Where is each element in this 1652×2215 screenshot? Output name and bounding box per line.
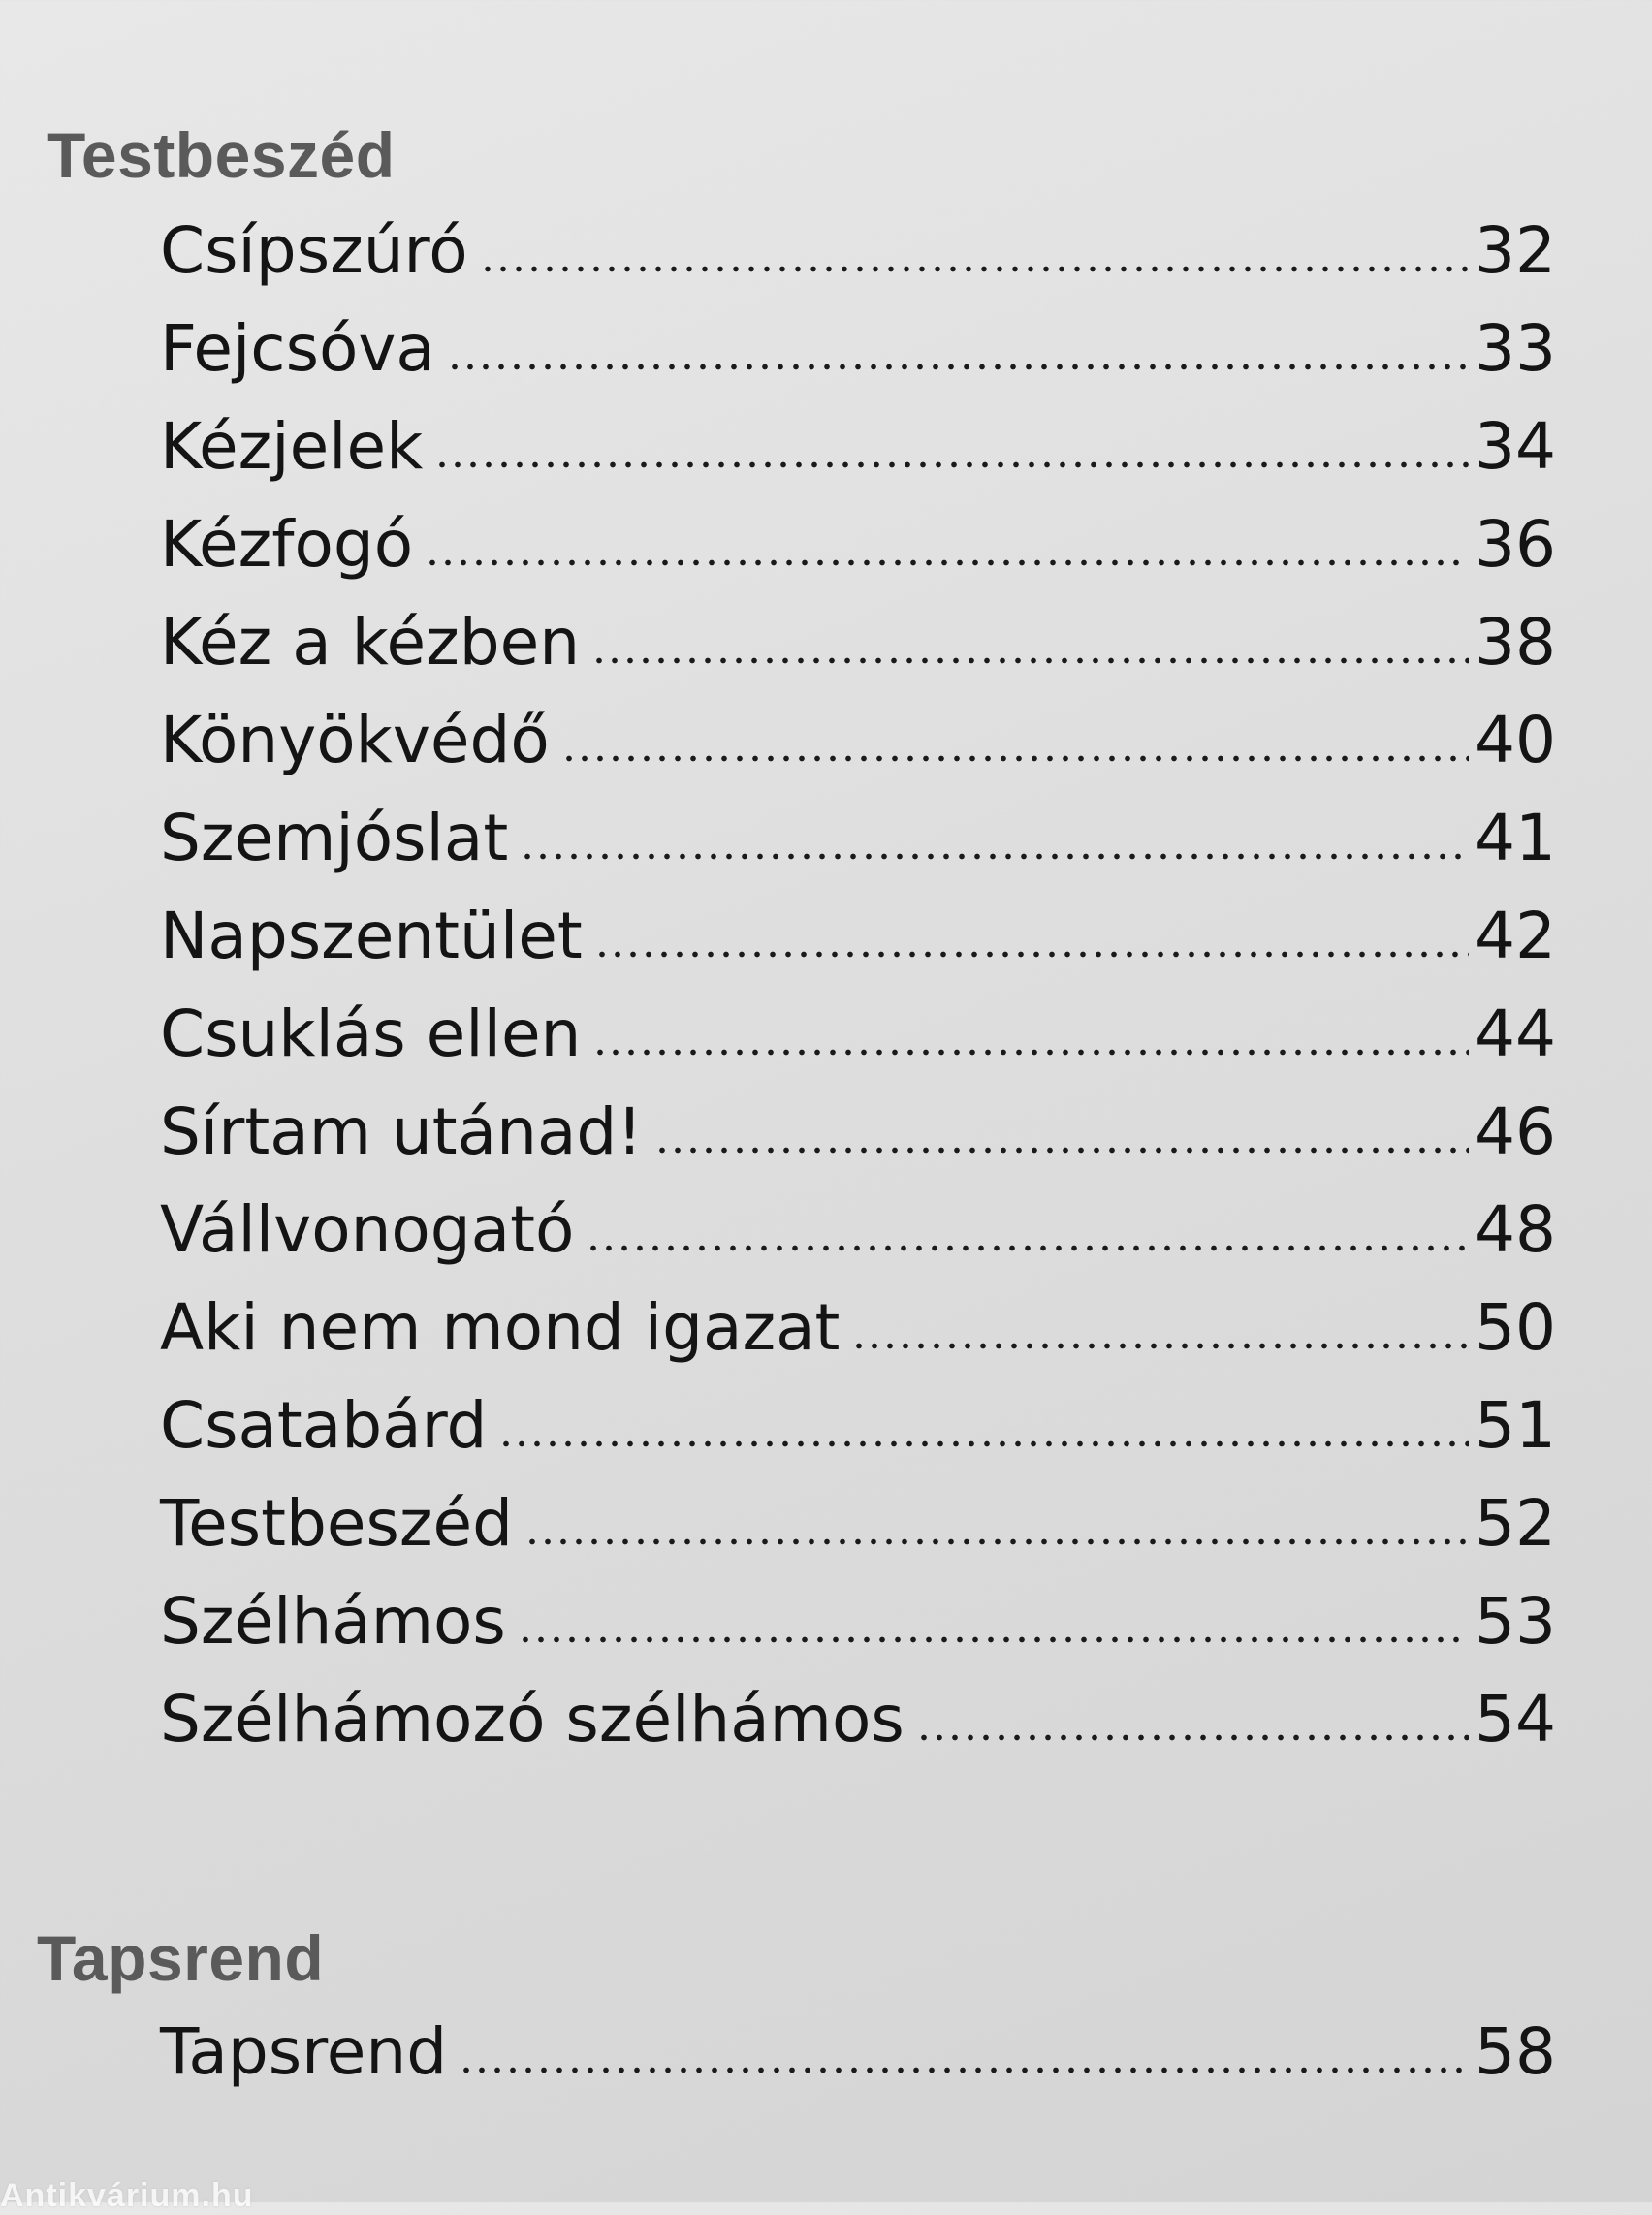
dot-leader — [434, 449, 1469, 468]
toc-entry-title: Tapsrend — [160, 2014, 448, 2089]
dot-leader — [480, 253, 1469, 272]
toc-entry-title: Szemjóslat — [160, 801, 509, 875]
toc-entry-title: Testbeszéd — [160, 1486, 513, 1561]
toc-entry — [160, 1670, 1556, 1768]
toc-entry-page: 51 — [1475, 1388, 1556, 1463]
toc-entry-page: 36 — [1475, 507, 1556, 582]
toc-entry-page: 46 — [1475, 1094, 1556, 1169]
toc-entry-title: Szélhámozó szélhámos — [160, 1682, 905, 1756]
toc-list-tapsrend — [160, 2003, 1556, 2101]
section-heading-tapsrend: Tapsrend — [37, 1922, 325, 1994]
toc-entry-title: Csuklás ellen — [160, 997, 582, 1071]
toc-entry-title: Kézfogó — [160, 507, 414, 582]
toc-entry-page: 54 — [1475, 1682, 1556, 1756]
toc-entry — [160, 397, 1556, 495]
toc-entry-title: Csípszúró — [160, 213, 468, 288]
dot-leader — [561, 743, 1469, 762]
toc-entry-page: 50 — [1475, 1290, 1556, 1365]
toc-entry — [160, 1376, 1556, 1474]
dot-leader — [520, 840, 1469, 860]
dot-leader — [916, 1722, 1469, 1741]
dot-leader — [524, 1526, 1469, 1545]
toc-entry-title: Napszentület — [160, 899, 583, 973]
dot-leader — [594, 938, 1469, 958]
dot-leader — [498, 1428, 1469, 1447]
toc-entry — [160, 1572, 1556, 1670]
dot-leader — [591, 645, 1469, 664]
toc-entry-page: 41 — [1475, 801, 1556, 875]
toc-entry-page: 52 — [1475, 1486, 1556, 1561]
toc-entry-page: 58 — [1475, 2014, 1556, 2089]
toc-entry-page: 38 — [1475, 605, 1556, 680]
toc-entry-title: Kézjelek — [160, 409, 424, 484]
toc-entry — [160, 1181, 1556, 1279]
toc-entry-title: Fejcsóva — [160, 311, 435, 386]
dot-leader — [654, 1134, 1469, 1154]
toc-entry-page: 34 — [1475, 409, 1556, 484]
toc-entry — [160, 2003, 1556, 2101]
dot-leader — [592, 1036, 1469, 1056]
dot-leader — [425, 547, 1469, 566]
dot-leader — [459, 2054, 1469, 2073]
toc-entry — [160, 1279, 1556, 1376]
toc-entry-title: Csatabárd — [160, 1388, 488, 1463]
toc-entry — [160, 887, 1556, 985]
toc-entry-title: Kéz a kézben — [160, 605, 581, 680]
dot-leader — [518, 1624, 1469, 1643]
toc-entry-title: Könyökvédő — [160, 703, 550, 777]
toc-entry-page: 44 — [1475, 997, 1556, 1071]
toc-entry-page: 32 — [1475, 213, 1556, 288]
dot-leader — [851, 1330, 1469, 1349]
dot-leader — [586, 1232, 1469, 1251]
toc-entry — [160, 789, 1556, 887]
toc-entry-title: Sírtam utánad! — [160, 1094, 643, 1169]
toc-entry-page: 42 — [1475, 899, 1556, 973]
toc-entry-title: Aki nem mond igazat — [160, 1290, 841, 1365]
toc-entry — [160, 1474, 1556, 1572]
toc-entry — [160, 300, 1556, 397]
toc-list-testbeszed — [160, 202, 1556, 1768]
toc-entry — [160, 691, 1556, 789]
toc-entry-title: Szélhámos — [160, 1584, 506, 1659]
toc-entry — [160, 202, 1556, 300]
toc-entry — [160, 593, 1556, 691]
toc-entry-page: 48 — [1475, 1192, 1556, 1267]
toc-entry-page: 53 — [1475, 1584, 1556, 1659]
watermark-text: Antikvárium.hu — [0, 2177, 254, 2214]
toc-entry — [160, 495, 1556, 593]
section-heading-testbeszed: Testbeszéd — [47, 119, 396, 191]
toc-entry-title: Vállvonogató — [160, 1192, 575, 1267]
toc-entry-page: 40 — [1475, 703, 1556, 777]
toc-entry — [160, 1083, 1556, 1181]
toc-entry — [160, 985, 1556, 1083]
dot-leader — [447, 351, 1469, 370]
toc-entry-page: 33 — [1475, 311, 1556, 386]
